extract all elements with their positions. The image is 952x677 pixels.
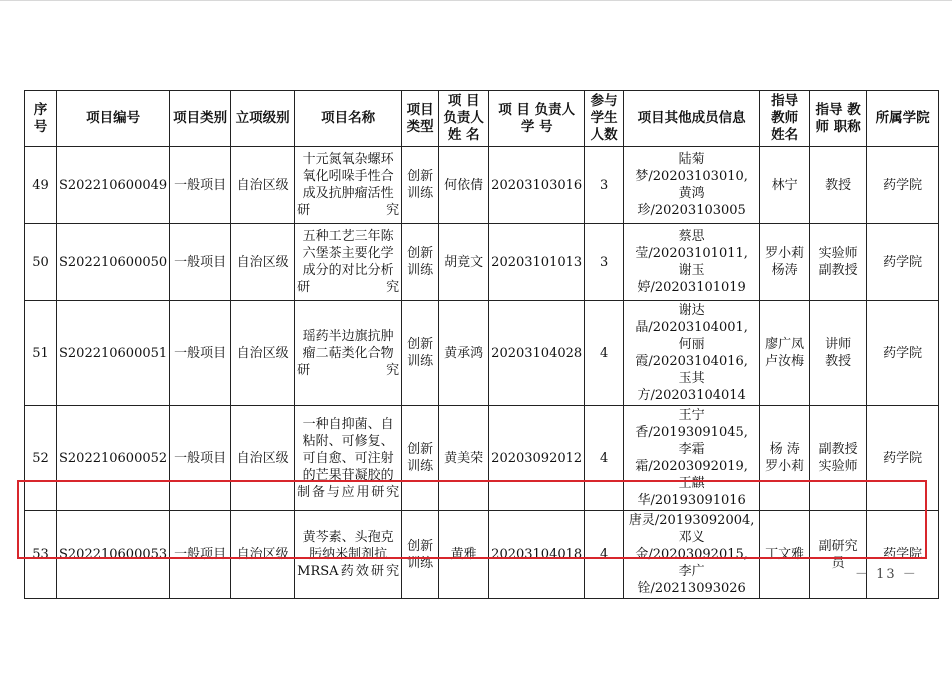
cell-members: 陆菊梦/20203103010, 黄鸿珍/20203103005 [624,147,760,224]
cell-name: 瑶药半边旗抗肿瘤二萜类化合物研究 [295,301,402,406]
cell-category: 一般项目 [170,511,231,599]
cell-level: 自治区级 [231,511,295,599]
cell-name: 十元氮氧杂螺环氧化吲哚手性合成及抗肿瘤活性研究 [295,147,402,224]
table-header-row [25,91,939,147]
cell-name: 黄芩素、头孢克肟纳米制剂抗MRSA药效研究 [295,511,402,599]
cell-leader: 黄承鸿 [439,301,489,406]
cell-type: 创新 训练 [402,224,439,301]
cell-count: 4 [585,406,624,511]
header-count: 参与 学生 人数 [585,91,624,147]
cell-advisor: 廖广凤 卢汝梅 [760,301,810,406]
page-top-rule [0,0,952,1]
cell-advisor-title: 实验师 副教授 [810,224,867,301]
cell-type: 创新 训练 [402,301,439,406]
cell-count: 3 [585,147,624,224]
cell-leader-id: 20203101013 [489,224,585,301]
cell-college: 药学院 [867,147,939,224]
cell-leader-id: 20203104018 [489,511,585,599]
cell-category: 一般项目 [170,301,231,406]
header-category: 项目类别 [170,91,231,147]
cell-advisor-title: 讲师 教授 [810,301,867,406]
project-table [24,90,939,599]
cell-seq: 50 [25,224,57,301]
header-level: 立项级别 [231,91,295,147]
cell-advisor-title: 副教授 实验师 [810,406,867,511]
cell-type: 创新 训练 [402,147,439,224]
header-leader-id: 项 目 负责人 学 号 [489,91,585,147]
cell-leader-id: 20203092012 [489,406,585,511]
cell-leader: 胡竟文 [439,224,489,301]
cell-level: 自治区级 [231,224,295,301]
cell-category: 一般项目 [170,224,231,301]
cell-members: 唐灵/20193092004, 邓义金/20203092015, 李广铨/20213093026 [624,511,760,599]
cell-category: 一般项目 [170,147,231,224]
cell-count: 3 [585,224,624,301]
table-row [25,224,939,301]
table-row [25,301,939,406]
cell-count: 4 [585,301,624,406]
cell-advisor-title: 教授 [810,147,867,224]
cell-members: 蔡思莹/20203101011, 谢玉婷/20203101019 [624,224,760,301]
cell-leader-id: 20203104028 [489,301,585,406]
cell-advisor-title: 副研究 员 [810,511,867,599]
header-college: 所属学院 [867,91,939,147]
cell-leader: 黄美荣 [439,406,489,511]
cell-type: 创新 训练 [402,511,439,599]
header-name: 项目名称 [295,91,402,147]
cell-type: 创新 训练 [402,406,439,511]
cell-level: 自治区级 [231,147,295,224]
cell-college: 药学院 [867,511,939,599]
header-leader: 项 目 负责人 姓 名 [439,91,489,147]
cell-seq: 49 [25,147,57,224]
cell-code: S202210600049 [57,147,170,224]
cell-leader: 黄雅 [439,511,489,599]
page-number: － 13 － [855,567,918,582]
cell-seq: 53 [25,511,57,599]
cell-advisor: 丁文雅 [760,511,810,599]
cell-level: 自治区级 [231,406,295,511]
cell-college: 药学院 [867,224,939,301]
cell-name: 五种工艺三年陈六堡茶主要化学成分的对比分析研究 [295,224,402,301]
cell-leader-id: 20203103016 [489,147,585,224]
cell-college: 药学院 [867,406,939,511]
cell-advisor: 杨 涛 罗小莉 [760,406,810,511]
header-advisor: 指导 教师 姓名 [760,91,810,147]
cell-code: S202210600050 [57,224,170,301]
cell-leader: 何依倩 [439,147,489,224]
header-seq: 序 号 [25,91,57,147]
table-row-highlighted [25,511,939,599]
cell-seq: 51 [25,301,57,406]
cell-code: S202210600053 [57,511,170,599]
cell-college: 药学院 [867,301,939,406]
cell-name: 一种自抑菌、自粘附、可修复、可自愈、可注射的芒果苷凝胶的制备与应用研究 [295,406,402,511]
cell-count: 4 [585,511,624,599]
cell-level: 自治区级 [231,301,295,406]
header-code: 项目编号 [57,91,170,147]
header-members: 项目其他成员信息 [624,91,760,147]
cell-code: S202210600052 [57,406,170,511]
cell-members: 王宁香/20193091045, 李霜霜/20203092019, 王麒华/20193091016 [624,406,760,511]
table-row [25,406,939,511]
cell-advisor: 罗小莉 杨涛 [760,224,810,301]
cell-code: S202210600051 [57,301,170,406]
header-type: 项目 类型 [402,91,439,147]
cell-members: 谢达晶/20203104001, 何丽霞/20203104016, 玉其方/20203104014 [624,301,760,406]
cell-advisor: 林宁 [760,147,810,224]
header-advisor-title: 指导 教师 职称 [810,91,867,147]
cell-category: 一般项目 [170,406,231,511]
cell-seq: 52 [25,406,57,511]
table-row [25,147,939,224]
